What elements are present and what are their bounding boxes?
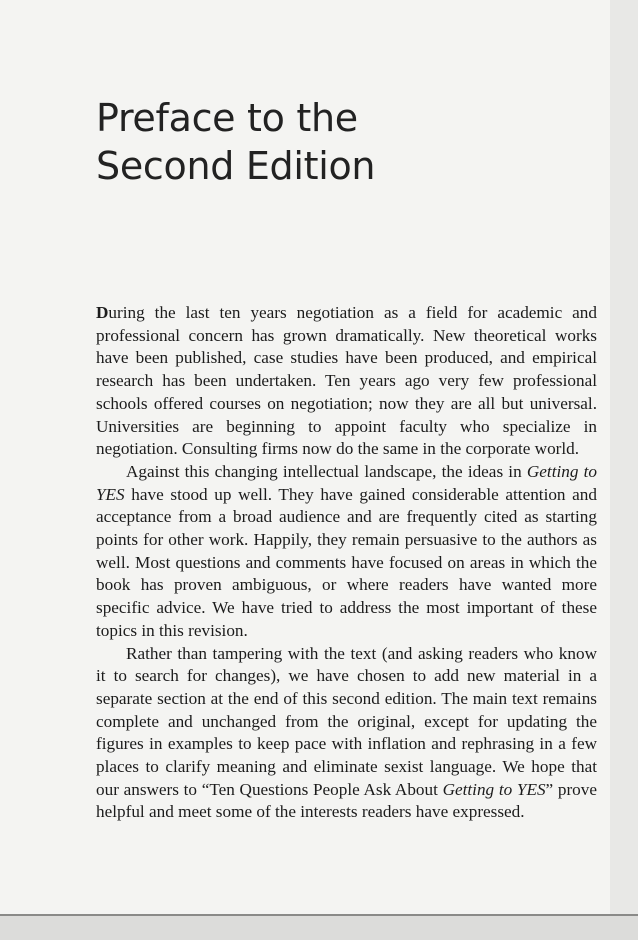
paragraph-1-text: uring the last ten years negotiation as a field for academic and professional concern has grown dramatically. New theoretical works have been published, case studies have been produced, and empirical research has been undertaken. Ten years ago very few professional schools offered courses on negotiation; now they are all but universal. Universities are beginning to appoint faculty who specialize in negotiation. Consulting firms now do the same in the corporate world. [96,303,597,459]
title-line-1: Preface to the [96,96,358,140]
title-line-2: Second Edition [96,144,376,188]
page-title [96,94,516,190]
page-edge-shadow [610,0,638,940]
paragraph-3-text-a: Rather than tampering with the text (and asking readers who know it to search for changes), we have chosen to add new material in a separate section at the end of this second edition. The main text remains complete and unchanged from the original, except for updating the figures in examples to keep pace with inflation and rephrasing in a few places to clarify meaning and eliminate sexist language. We hope that our answers to “Ten Questions People Ask About [96,643,597,799]
paragraph-2-text-a: Against this changing intellectual landscape, the ideas in [126,461,527,481]
body-text [96,302,597,824]
book-title-italic: Getting to YES [442,779,546,799]
drop-cap: D [96,303,109,322]
paragraph-3-text-b: ” prove helpful and meet some of the interests readers have expressed. [96,779,597,822]
paragraph-3 [96,643,597,825]
paragraph-1 [96,302,597,461]
paragraph-2 [96,461,597,643]
book-title-italic: Getting to YES [96,461,597,504]
paragraph-2-text-b: have stood up well. They have gained considerable attention and acceptance from a broad audience and are frequently cited as starting points for other work. Happily, they remain persuasive to the authors as well. Most questions and comments have focused on areas in which the book has proven ambiguous, or where readers have wanted more specific advice. We have tried to address the most important of these topics in this revision. [96,484,597,640]
page-bottom-strip [0,916,638,940]
